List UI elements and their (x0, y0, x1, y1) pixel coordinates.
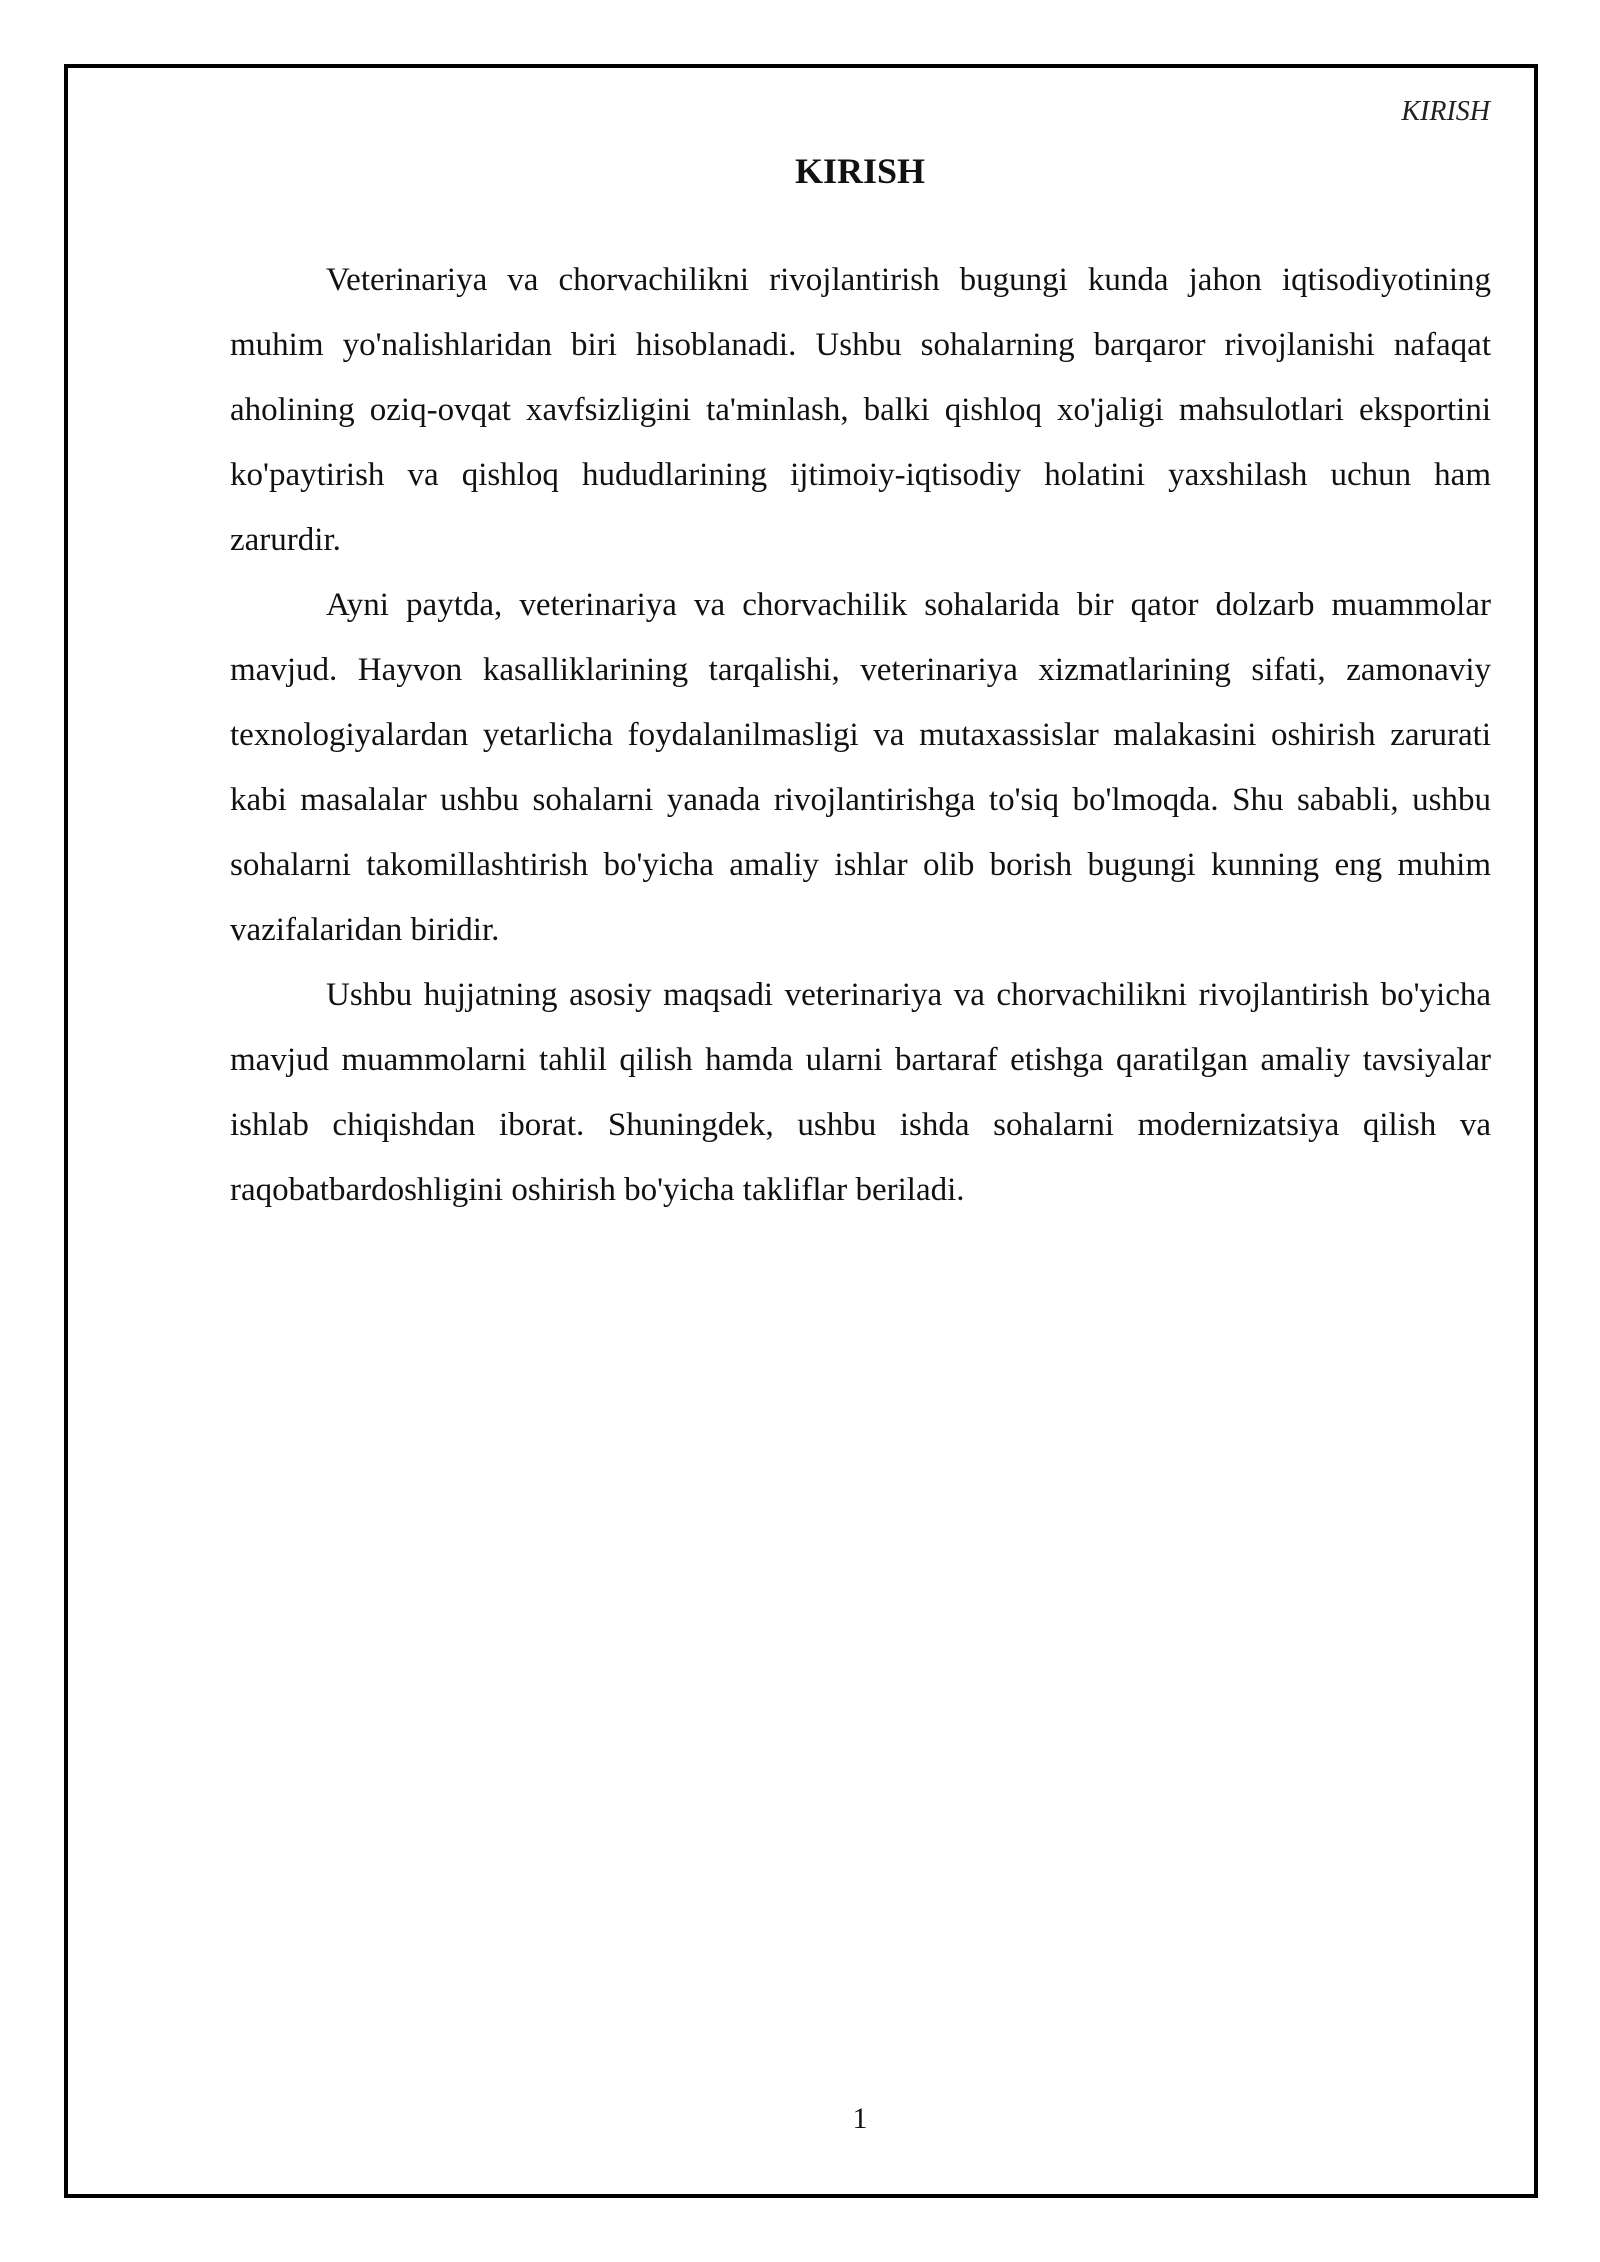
page-title: KIRISH (794, 151, 926, 191)
page-number: 1 (852, 2102, 868, 2135)
paragraph-intro: Veterinariya va chorvachilikni rivojlantirish bugungi kunda jahon iqtisodiyotining muhim yo'nalishlaridan biri hisoblanadi. Ushbu sohalarning barqaror rivojlanishi nafaqat aholining oziq-ovqat xavfsizligini ta'minlash, balki qishloq xo'jaligi mahsulotlari eksportini ko'paytirish va qishloq hududlarining ijtimoiy-iqtisodiy holatini yaxshilash uchun ham zarurdir. (230, 262, 1491, 558)
paragraph-purpose: Ushbu hujjatning asosiy maqsadi veterinariya va chorvachilikni rivojlantirish bo'yicha mavjud muammolarni tahlil qilish hamda ularni bartaraf etishga qaratilgan amaliy tavsiyalar ishlab chiqishdan iborat. Shuningdek, ushbu ishda sohalarni modernizatsiya qilish va raqobatbardoshligini oshirish bo'yicha takliflar beriladi. (230, 977, 1491, 1208)
running-header: KIRISH (1401, 96, 1490, 127)
body-text (230, 248, 1491, 1223)
paragraph-problems: Ayni paytda, veterinariya va chorvachilik sohalarida bir qator dolzarb muammolar mavjud. Hayvon kasalliklarining tarqalishi, veterinariya xizmatlarining sifati, zamonaviy texnologiyalardan yetarlicha foydalanilmasligi va mutaxassislar malakasini oshirish zarurati kabi masalalar ushbu sohalarni yanada rivojlantirishga to'siq bo'lmoqda. Shu sababli, ushbu sohalarni takomillashtirish bo'yicha amaliy ishlar olib borish bugungi kunning eng muhim vazifalaridan biridir. (230, 587, 1491, 948)
